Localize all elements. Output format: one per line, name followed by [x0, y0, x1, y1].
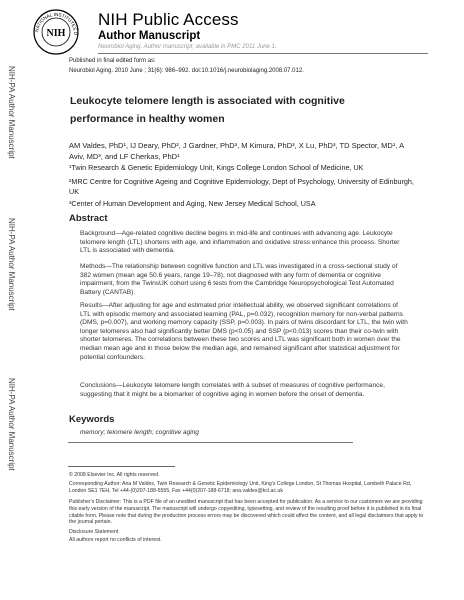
- disclosure-text: All authors report no conflicts of interest.: [69, 537, 162, 543]
- keywords-heading: Keywords: [69, 414, 115, 425]
- abstract-heading: Abstract: [69, 213, 108, 224]
- side-label-bottom: NIH-PA Author Manuscript: [7, 378, 16, 471]
- availability-note: Neurobiol Aging. Author manuscript; available in PMC 2011 June 1.: [98, 44, 277, 50]
- citation-line: Neurobiol Aging. 2010 June ; 31(6): 986–992. doi:10.1016/j.neurobiolaging.2008.07.012.: [69, 68, 304, 74]
- affiliation-1: ¹Twin Research & Genetic Epidemiology Unit, Kings College London School of Medicine, UK: [69, 163, 364, 172]
- paper-title: Leukocyte telomere length is associated with cognitive performance in healthy women: [70, 95, 345, 125]
- logo-letters: NIH: [46, 28, 66, 39]
- affiliation-3: ³Center of Human Development and Aging, New Jersey Medical School, USA: [69, 199, 316, 208]
- abstract-conclusions: Conclusions—Leukocyte telomere length correlates with a subset of measures of cognitive performance, suggesting that it might be a biomarker of cognitive aging in women before the onset of dementia.: [80, 382, 385, 398]
- footnote-divider: [68, 466, 175, 467]
- header-divider: [98, 53, 428, 54]
- manuscript-label: Author Manuscript: [98, 30, 201, 42]
- nih-logo: [30, 4, 82, 56]
- abstract-methods: Methods—The relationship between cognitive function and LTL was investigated in a cross-sectional study of 382 women (mean age 50.6 years, range 19–78), not diagnosed with any form of dementia or cognitive impairment, from the TwinsUK cohort using 6 tests from the Cambridge Neuropsychological Test Automated Battery (CANTAB).: [80, 263, 398, 296]
- published-in-label: Published in final edited form as:: [69, 58, 156, 64]
- keywords-list: memory; telomere length; cognitive aging: [80, 429, 199, 436]
- publisher-disclaimer: Publisher's Disclaimer: This is a PDF file of an unedited manuscript that has been accepted for publication. As a service to our customers we are providing this early version of the manuscript. The manuscript will undergo copyediting, typesetting, and review of the resulting proof before it is published in its final citable form. Please note that during the production process errors may be discovered which could affect the content, and all legal disclaimers that apply to the journal pertain.: [69, 499, 424, 526]
- abstract-background: Background—Age-related cognitive decline begins in mid-life and continues with advancing age. Leukocyte telomere length (LTL) shortens with age, and inflammation and oxidative stress enhance this process. Shorter LTL is associated with dementia.: [80, 230, 400, 255]
- side-label-top: NIH-PA Author Manuscript: [7, 66, 16, 159]
- logo-ring-text: NATIONAL INSTITUTES O: [34, 11, 79, 36]
- disclosure-heading: Disclosure Statement: [69, 529, 119, 535]
- author-list: AM Valdes, PhD¹, IJ Deary, PhD², J Gardner, PhD³, M Kimura, PhD³, X Lu, PhD³, TD Spector, MD¹, A Aviv, MD³, and LF Cherkas, PhD¹: [69, 141, 404, 161]
- side-label-middle: NIH-PA Author Manuscript: [7, 218, 16, 311]
- corresponding-author-note: Corresponding Author: Ana M Valdes, Twin Research & Genetic Epidemiology Unit, King’s College London, St Thomas Hospital, Lambeth Palace Rd, London SE1 7EH, Tel +44-(0)207-188-5555, Fax +44(0)207-188-6718; ana.valdes@kcl.ac.uk: [69, 481, 412, 494]
- keywords-divider: [68, 442, 353, 443]
- affiliation-2: ²MRC Centre for Cognitive Ageing and Cognitive Epidemiology, Dept of Psychology, University of Edinburgh, UK: [69, 177, 414, 196]
- abstract-results: Results—After adjusting for age and estimated prior intellectual ability, we observed significant correlations of LTL with episodic memory and associated learning (PAL, p=0.032), recognition memory for non-verbal patterns (DMS, p=0.007), and working memory capacity (SSP, p=0.003). In pairs of twins discordant for LTL, the twin with longer telomeres also had significantly better DMS (p<0.05) and SSP (p<0.013) scores than their co-twin with shorter telomeres. The correlations between these two scores and LTL was significant both in women over the median mean age and in those below the median age, and remained significant after statistical adjustment for potential confounders.: [80, 302, 408, 361]
- copyright-note: © 2008 Elsevier Inc. All rights reserved.: [69, 472, 160, 478]
- page-title: NIH Public Access: [98, 10, 239, 29]
